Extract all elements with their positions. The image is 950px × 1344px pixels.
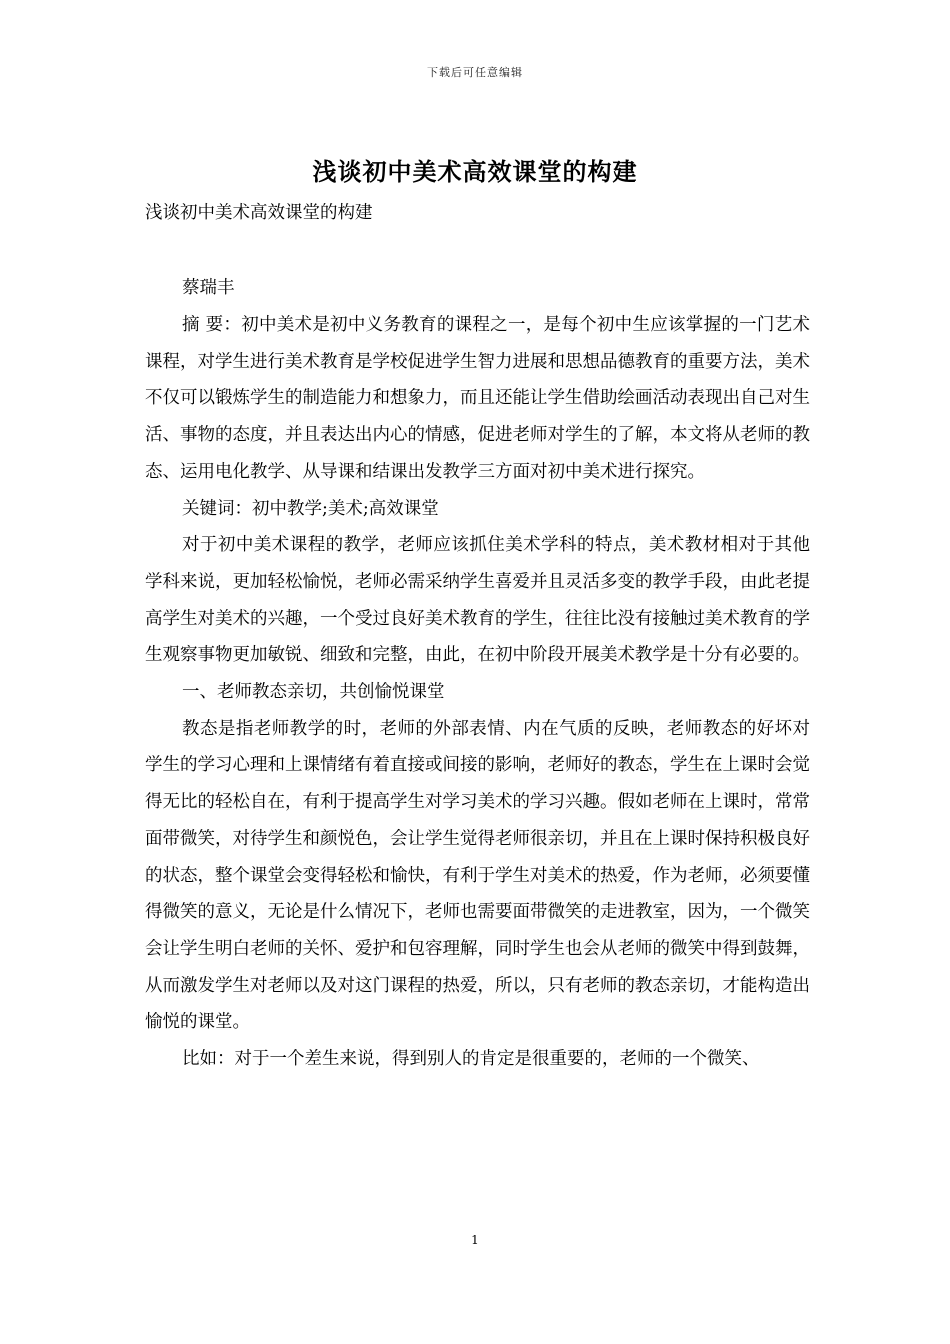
keywords-paragraph: 关键词：初中教学;美术;高效课堂 xyxy=(182,498,439,519)
body-paragraph: 比如：对于一个差生来说，得到别人的肯定是很重要的，老师的一个微笑、 xyxy=(182,1049,760,1070)
document-title: 浅谈初中美术高效课堂的构建 xyxy=(312,157,638,186)
author-name: 蔡瑞丰 xyxy=(182,278,235,298)
document-subtitle: 浅谈初中美术高效课堂的构建 xyxy=(145,203,373,223)
page-header-note: 下载后可任意编辑 xyxy=(427,66,523,79)
intro-paragraph: 对于初中美术课程的教学，老师应该抓住美术学科的特点，美术教材相对于其他学科来说，更加轻松愉悦，老师必需采纳学生喜爱并且灵活多变的教学手段，由此老提高学生对美术的兴趣，一个受过良好美术教育的学生，往往比没有接触过美术教育的学生观察事物更加敏锐、细致和完整，由此，在初中阶段开展美术教学是十分有必要的。 xyxy=(145,535,810,666)
abstract-paragraph: 摘 要：初中美术是初中义务教育的课程之一，是每个初中生应该掌握的一门艺术课程，对学生进行美术教育是学校促进学生智力进展和思想品德教育的重要方法，美术不仅可以锻炼学生的制造能力和想象力，而且还能让学生借助绘画活动表现出自己对生活、事物的态度，并且表达出内心的情感，促进老师对学生的了解，本文将从老师的教态、运用电化教学、从导课和结课出发教学三方面对初中美术进行探究。 xyxy=(145,315,810,482)
section-heading: 一、老师教态亲切，共创愉悦课堂 xyxy=(182,682,445,703)
page-number: 1 xyxy=(471,1233,479,1247)
body-paragraph: 教态是指老师教学的时，老师的外部表情、内在气质的反映，老师教态的好坏对学生的学习心理和上课情绪有着直接或间接的影响，老师好的教态，学生在上课时会觉得无比的轻松自在，有利于提高学生对学习美术的学习兴趣。假如老师在上课时，常常面带微笑，对待学生和颜悦色，会让学生觉得老师很亲切，并且在上课时保持积极良好的状态，整个课堂会变得轻松和愉快，有利于学生对美术的热爱，作为老师，必须要懂得微笑的意义，无论是什么情况下，老师也需要面带微笑的走进教室，因为，一个微笑会让学生明白老师的关怀、爱护和包容理解，同时学生也会从老师的微笑中得到鼓舞，从而激发学生对老师以及对这门课程的热爱，所以，只有老师的教态亲切，才能构造出愉悦的课堂。 xyxy=(145,718,810,1033)
document-body xyxy=(145,307,810,1078)
